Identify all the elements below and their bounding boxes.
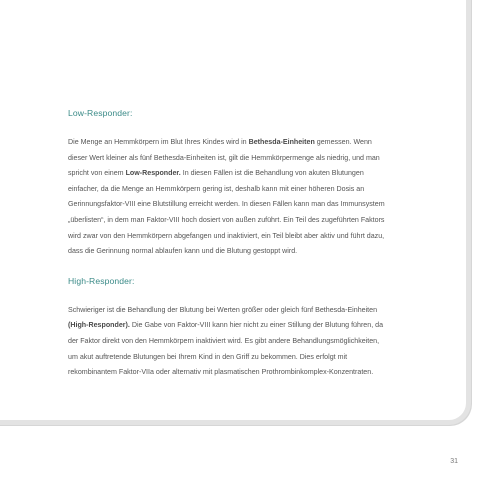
page-number: 31 xyxy=(450,458,458,465)
paragraph-low-responder xyxy=(68,135,390,260)
text-run: gemessen. Wenn dieser Wert kleiner als fünf Bethesda-Einheiten ist, gilt die Hemmkörpermenge als niedrig, und man spricht von einem xyxy=(68,138,380,178)
text-run: Schwieriger ist die Behandlung der Blutung bei Werten größer oder gleich fünf Bethesda-Einheiten xyxy=(68,305,378,314)
bold-term-bethesda-einheiten: Bethesda-Einheiten xyxy=(248,138,315,146)
text-run: Die Gabe von Faktor-VIII kann hier nicht zu einer Stillung der Blutung führen, da der Faktor direkt von den Hemmkörpern inaktiviert wird. Es gibt andere Behandlungsmöglichkeiten, um akut auftretende Blutungen bei Ihrem Kind in den Griff zu bekommen. Dies erfolgt mit rekombinantem Faktor-VIIa oder alternativ mit plasmatischen Prothrombinkomplex-Konzentraten. xyxy=(68,321,384,377)
bold-term-low-responder: Low-Responder. xyxy=(125,169,181,178)
paragraph-high-responder xyxy=(68,303,390,381)
section-heading-high-responder: High-Responder: xyxy=(68,275,135,286)
document-body xyxy=(68,108,390,397)
section-heading-low-responder: Low-Responder: xyxy=(68,108,133,118)
text-run: Die Menge an Hemmkörpern im Blut Ihres Kindes wird in xyxy=(68,138,249,146)
text-run: In diesen Fällen ist die Behandlung von akuten Blutungen einfacher, da die Menge an Hemmkörpern gering ist, deshalb kann mit einer höheren Dosis an Gerinnungsfaktor-VIII eine Blutstillung erreicht werden. In diesen Fällen kann man das Immunsystem „überlisten“, in dem man Faktor-VIII hoch dosiert von außen zuführt. Ein Teil des zugeführten Faktors wird zwar von den Hemmkörpern abgefangen und inaktiviert, ein Teil bleibt aber aktiv und führt dazu, dass die Gerinnung normal ablaufen kann und die Blutung gestoppt wird. xyxy=(68,169,385,256)
bold-term-high-responder: (High-Responder). xyxy=(68,321,130,330)
